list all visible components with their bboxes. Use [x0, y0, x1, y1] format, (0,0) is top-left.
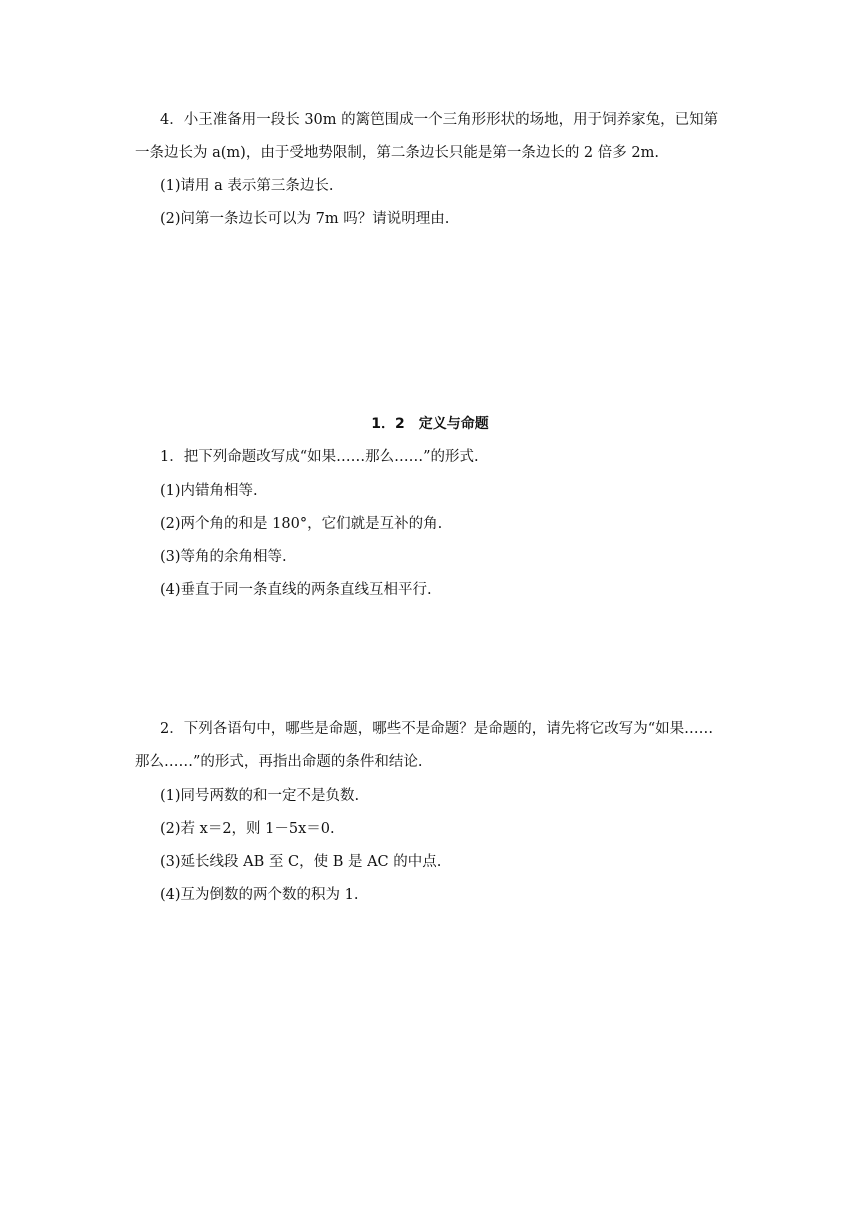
problem-2-item-4: (4)互为倒数的两个数的积为 1. — [160, 887, 359, 903]
problem-4-question-1: (1)请用 a 表示第三条边长. — [160, 178, 334, 194]
problem-1-item-2: (2)两个角的和是 180°，它们就是互补的角. — [160, 516, 443, 532]
problem-2-item-1: (1)同号两数的和一定不是负数. — [160, 788, 360, 804]
problem-2-item-3: (3)延长线段 AB 至 C，使 B 是 AC 的中点. — [160, 854, 442, 870]
problem-1-item-3: (3)等角的余角相等. — [160, 549, 287, 565]
problem-2-prompt-line-2: 那么……”的形式，再指出命题的条件和结论. — [135, 754, 423, 770]
problem-4-question-2: (2)问第一条边长可以为 7m 吗？请说明理由. — [160, 211, 450, 227]
problem-1-prompt: 1．把下列命题改写成“如果……那么……”的形式. — [160, 449, 479, 465]
problem-2-item-2: (2)若 x＝2，则 1－5x＝0. — [160, 821, 335, 837]
section-title: 1．2 定义与命题 — [371, 416, 489, 432]
problem-4-line-2: 一条边长为 a(m)，由于受地势限制，第二条边长只能是第一条边长的 2 倍多 2m. — [135, 145, 659, 161]
problem-2-prompt-line-1: 2．下列各语句中，哪些是命题，哪些不是命题？是命题的，请先将它改写为“如果…… — [160, 721, 714, 737]
problem-4-line-1: 4．小王准备用一段长 30m 的篱笆围成一个三角形形状的场地，用于饲养家兔，已知第 — [160, 112, 719, 128]
problem-1-item-4: (4)垂直于同一条直线的两条直线互相平行. — [160, 582, 432, 598]
problem-1-item-1: (1)内错角相等. — [160, 483, 258, 499]
